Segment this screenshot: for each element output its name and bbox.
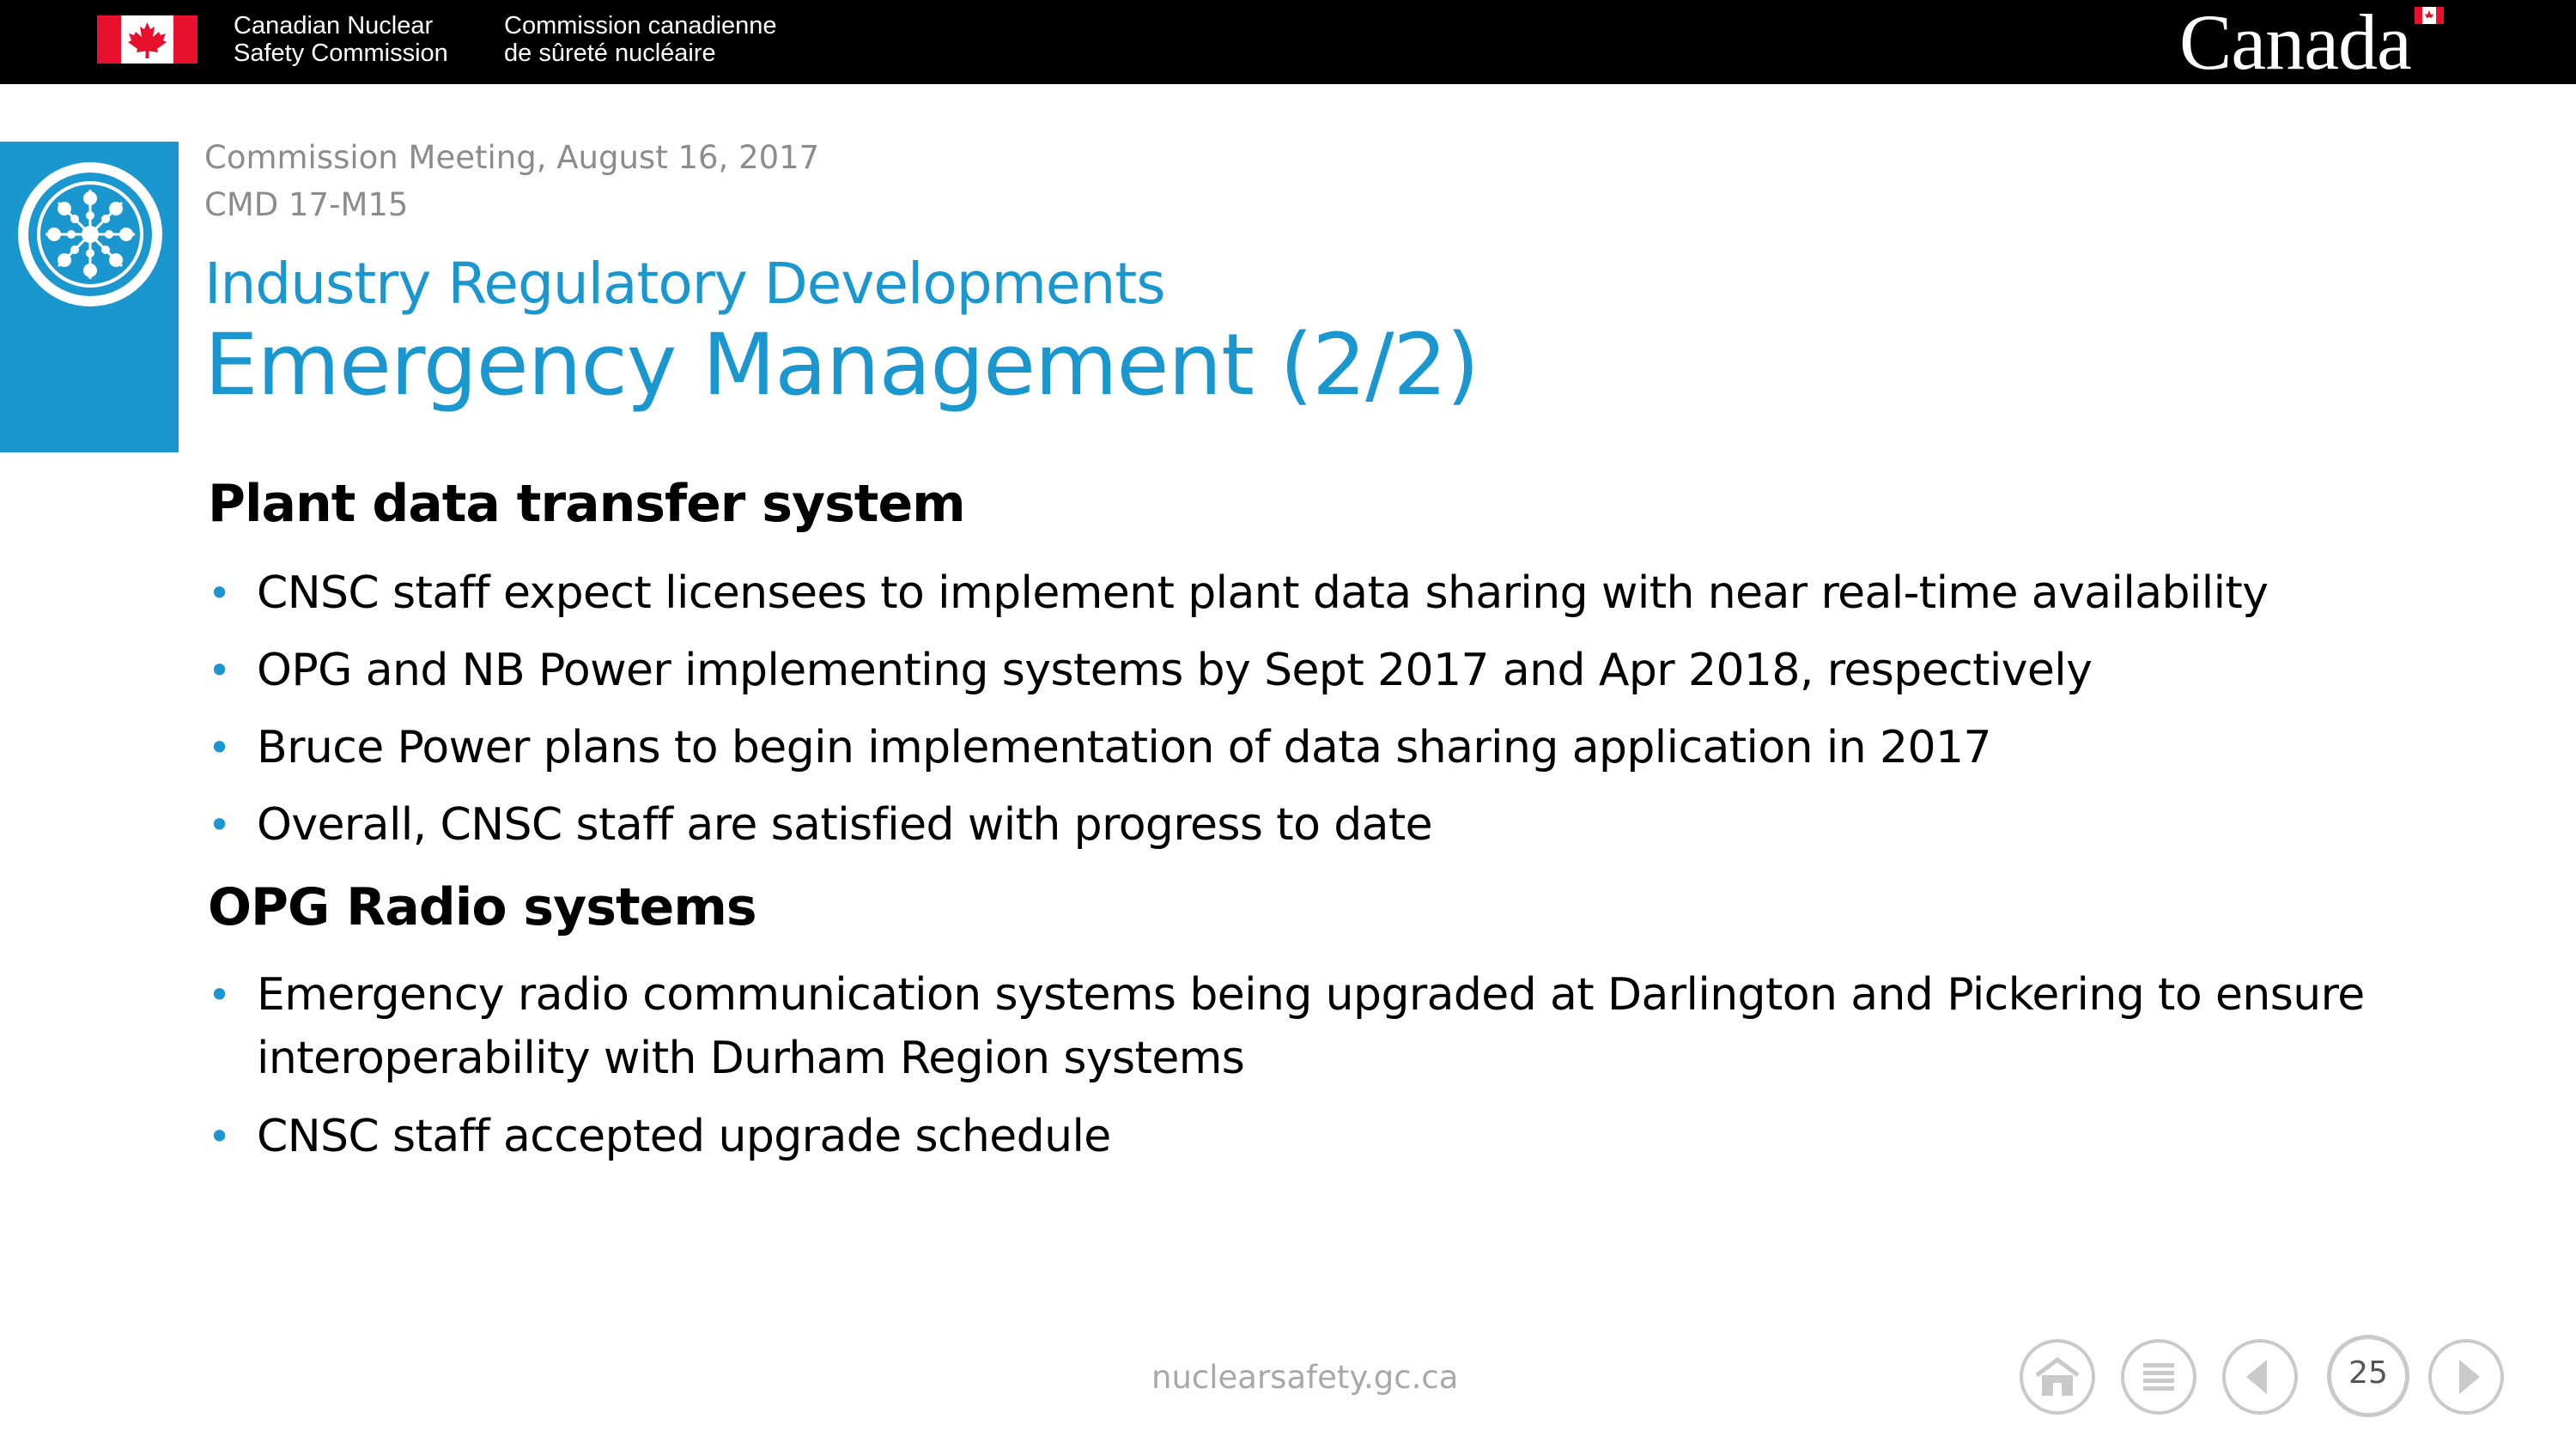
bullet-text: Emergency radio communication systems being upgraded at Darlington and Pickering to ensure interoperability with Durham Region systems — [257, 969, 2365, 1084]
home-icon — [2023, 1343, 2092, 1411]
agency-en-line-2: Safety Commission — [234, 39, 448, 67]
cmd-number: CMD 17-M15 — [204, 186, 409, 223]
menu-icon — [2124, 1343, 2193, 1411]
cnsc-emblem-icon — [15, 159, 166, 310]
footer-website-link[interactable]: nuclearsafety.gc.ca — [1151, 1359, 1459, 1396]
cnsc-badge — [0, 142, 179, 452]
bullet-text: Overall, CNSC staff are satisfied with progress to date — [257, 799, 1433, 851]
next-icon — [2432, 1343, 2500, 1411]
bullet-marker: • — [208, 802, 232, 848]
bullet-text: Bruce Power plans to begin implementation of data sharing application in 2017 — [257, 722, 1991, 773]
bullet-text: CNSC staff accepted upgrade schedule — [257, 1111, 1111, 1162]
canada-wordmark: Canada — [2179, 0, 2411, 86]
agency-name-french — [504, 12, 777, 67]
bullet-item — [208, 561, 2406, 625]
bullet-item — [208, 716, 2406, 779]
next-button[interactable] — [2428, 1339, 2504, 1415]
meeting-date: Commission Meeting, August 16, 2017 — [204, 139, 820, 176]
bullet-marker: • — [208, 972, 232, 1018]
government-header-bar — [0, 0, 2576, 84]
slide-title: Emergency Management (2/2) — [204, 316, 1479, 415]
previous-button[interactable] — [2222, 1339, 2298, 1415]
canada-flag-icon — [97, 15, 197, 64]
agency-fr-line-2: de sûreté nucléaire — [504, 39, 716, 67]
bullet-marker: • — [208, 724, 232, 771]
home-button[interactable] — [2020, 1339, 2095, 1415]
agency-fr-line-1: Commission canadienne — [504, 12, 777, 39]
agency-en-line-1: Canadian Nuclear — [234, 12, 434, 39]
bullet-text: CNSC staff expect licensees to implement plant data sharing with near real-time availability — [257, 567, 2269, 619]
bullet-item — [208, 639, 2406, 702]
section-heading-plant-data: Plant data transfer system — [208, 474, 965, 534]
wordmark-flag-icon — [2415, 7, 2444, 24]
slide-kicker: Industry Regulatory Developments — [204, 251, 1165, 317]
agency-name-english — [234, 12, 448, 67]
section-heading-opg-radio: OPG Radio systems — [208, 877, 756, 937]
bullet-item — [208, 1105, 2406, 1168]
previous-icon — [2226, 1343, 2294, 1411]
bullet-text: OPG and NB Power implementing systems by Sept 2017 and Apr 2018, respectively — [257, 645, 2093, 696]
bullet-item — [208, 963, 2389, 1090]
page-number: 25 — [2327, 1335, 2409, 1417]
bullet-marker: • — [208, 570, 232, 616]
bullet-marker: • — [208, 1113, 232, 1160]
menu-button[interactable] — [2121, 1339, 2196, 1415]
bullet-marker: • — [208, 647, 232, 694]
bullet-item — [208, 793, 2406, 857]
